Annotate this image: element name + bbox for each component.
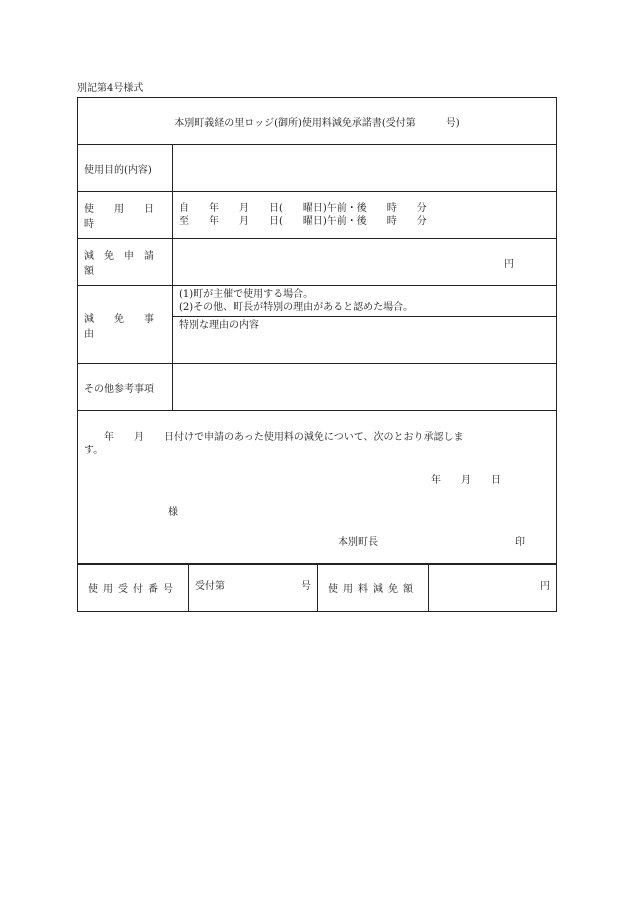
seal-mark: 印	[515, 537, 525, 548]
receipt-table	[77, 563, 557, 612]
purpose-field[interactable]	[173, 145, 557, 192]
addressee-suffix: 様	[168, 507, 178, 518]
approval-cell	[78, 411, 557, 565]
amount-unit: 円	[504, 258, 514, 270]
form-title: 本別町義経の里ロッジ(御所)使用料減免承諾書(受付第 号)	[174, 117, 460, 129]
purpose-label: 使用目的(内容)	[78, 145, 173, 192]
reason-field	[173, 286, 557, 364]
other-label: その他参考事項	[78, 364, 173, 411]
approval-form-table	[77, 97, 557, 565]
datetime-field[interactable]	[173, 192, 557, 239]
fee-unit: 円	[540, 581, 550, 592]
amount-field[interactable]	[173, 239, 557, 286]
receipt-suffix: 号	[301, 581, 311, 592]
datetime-from: 自 年 月 日( 曜日)午前・後 時 分	[179, 203, 427, 214]
approval-date: 年 月 日	[431, 475, 501, 486]
form-number-label: 別記第4号様式	[77, 83, 144, 94]
receipt-number-label: 使用受付番号	[78, 564, 189, 612]
approval-text-line1: 年 月 日付けで申請のあった使用料の減免について、次のとおり承認しま	[84, 432, 464, 443]
mayor-title: 本別町長	[338, 537, 378, 548]
reason-option-1[interactable]: (1)町が主催で使用する場合。	[179, 289, 314, 300]
approval-text-line2: す。	[84, 445, 104, 456]
receipt-prefix: 受付第	[195, 581, 225, 592]
fee-exemption-field[interactable]	[429, 564, 557, 612]
form-title-cell	[78, 98, 557, 145]
receipt-number-field[interactable]	[189, 564, 318, 612]
amount-label: 減 免 申 請 額	[78, 239, 173, 286]
datetime-to: 至 年 月 日( 曜日)午前・後 時 分	[179, 216, 427, 227]
reason-option-2[interactable]: (2)その他、町長が特別の理由があると認めた場合。	[179, 302, 414, 313]
fee-exemption-label: 使用料減免額	[318, 564, 429, 612]
reason-label: 減 免 事 由	[78, 286, 173, 364]
other-field[interactable]	[173, 364, 557, 411]
reason-special-label: 特別な理由の内容	[179, 320, 259, 331]
datetime-label: 使 用 日 時	[78, 192, 173, 239]
